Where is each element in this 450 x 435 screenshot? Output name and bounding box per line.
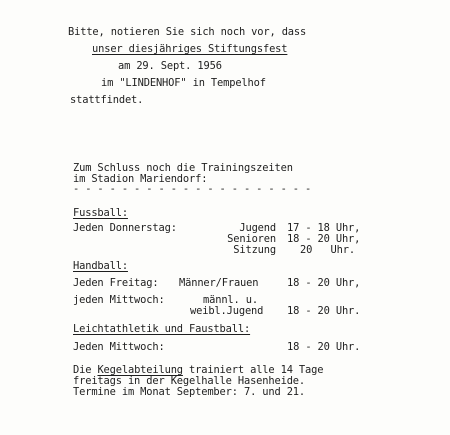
leichtathletik-time: 18 - 20 Uhr. [287,341,361,353]
training-line-1: Zum Schluss noch die Trainingszeiten [73,162,293,174]
fussball-group-2: Senioren [227,233,276,245]
leichtathletik-day: Jeden Mittwoch: [73,341,165,353]
fussball-day: Jeden Donnerstag: [73,222,177,234]
leichtathletik-heading: Leichtathletik und Faustball: [73,323,251,335]
handball-wednesday-time: 18 - 20 Uhr. [287,305,361,317]
training-line-2: im Stadion Mariendorf: [73,173,208,185]
handball-heading: Handball: [73,260,128,272]
fussball-time-2: 18 - 20 Uhr, [287,233,361,245]
fussball-time-3: 20 Uhr. [300,244,355,256]
fussball-group-3: Sitzung [233,244,276,256]
intro-line-2: unser diesjähriges Stiftungsfest [92,43,288,55]
handball-friday-time: 18 - 20 Uhr, [287,277,361,289]
intro-line-3: am 29. Sept. 1956 [118,60,222,72]
handball-friday-day: Jeden Freitag: [73,277,159,289]
intro-line-4: im "LINDENHOF" in Tempelhof [101,77,266,89]
fussball-group-1: Jugend [239,222,276,234]
kegel-prefix: Die [73,364,98,376]
fussball-heading: Fussball: [73,207,128,219]
kegel-line-2: freitags in der Kegelhalle Hasenheide. [73,375,306,387]
handball-wednesday-group-2: weibl.Jugend [190,305,264,317]
kegel-line-3: Termine im Monat September: 7. und 21. [73,386,306,398]
training-dashes: - - - - - - - - - - - - - - - - - - - - [73,183,312,195]
intro-line-5: stattfindet. [70,94,144,106]
kegel-underlined: Kegelabteilung [97,364,183,376]
handball-friday-group: Männer/Frauen [179,277,259,289]
handball-wednesday-group-1: männl. u. [203,294,258,306]
fussball-time-1: 17 - 18 Uhr, [287,222,361,234]
kegel-suffix: trainiert alle 14 Tage [182,364,324,376]
handball-wednesday-day: jeden Mittwoch: [73,294,165,306]
intro-line-1: Bitte, notieren Sie sich noch vor, dass [68,26,307,38]
